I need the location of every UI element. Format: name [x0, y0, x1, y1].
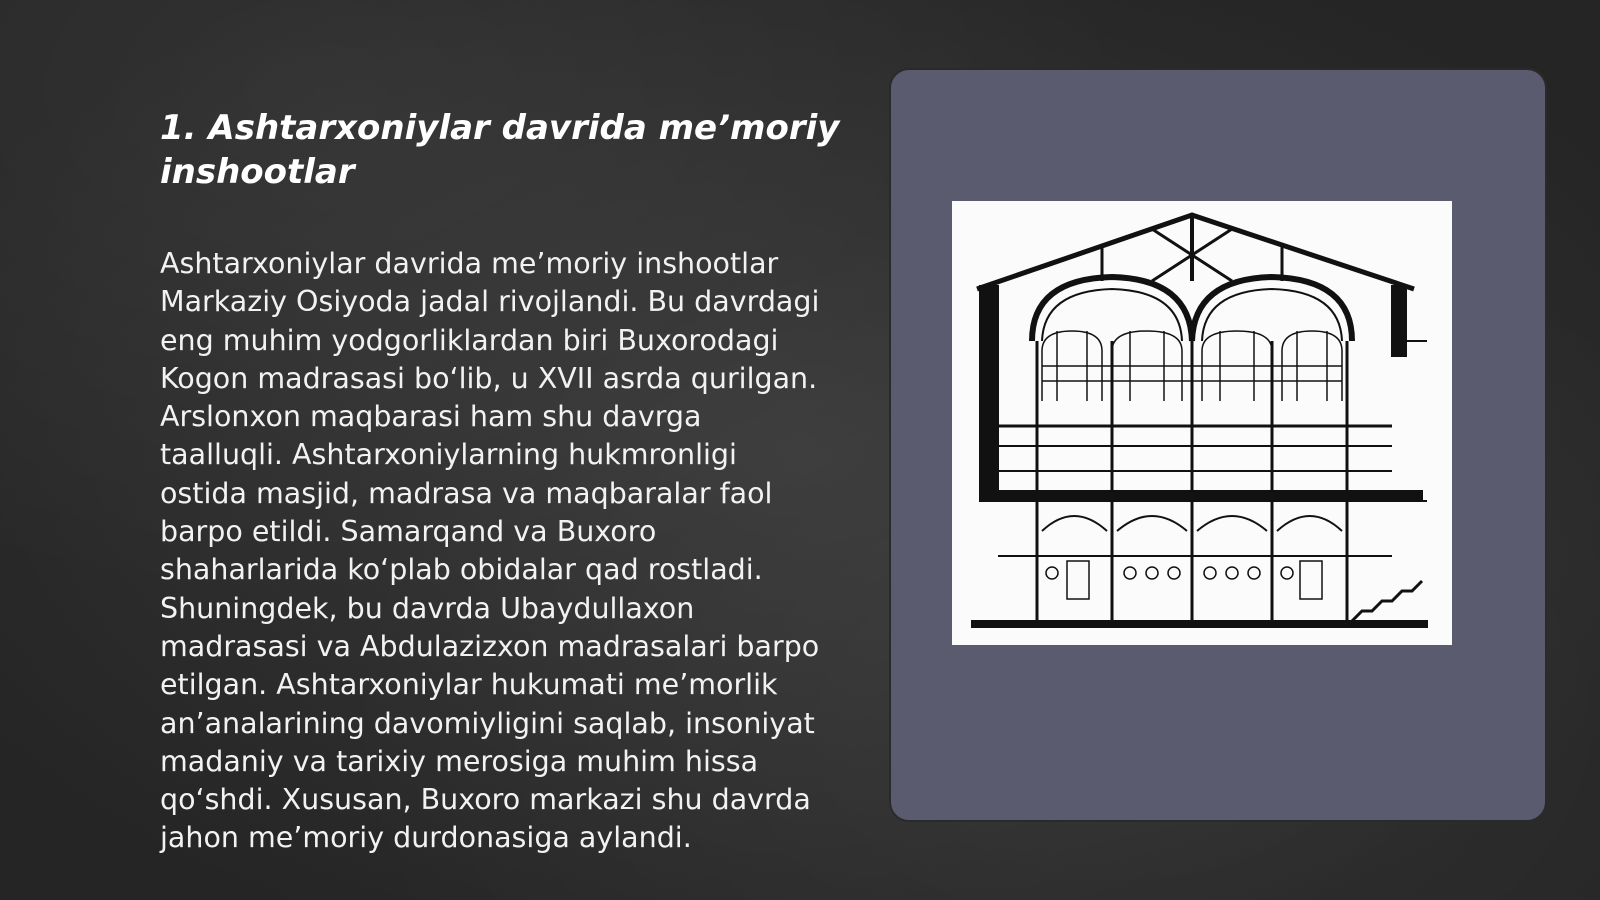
slide-title: 1. Ashtarxoniylar davrida me’moriy inshootlar — [160, 108, 840, 192]
image-panel — [889, 68, 1547, 822]
slide-body-text: Ashtarxoniylar davrida me’moriy inshootlar Markaziy Osiyoda jadal rivojlandi. Bu davrdagi eng muhim yodgorliklardan biri Buxorodagi Kogon madrasasi bo‘lib, u XVII asrda qurilgan. Arslonxon maqbarasi ham shu davrga taalluqli. Ashtarxoniylarning hukmronligi ostida masjid, madrasa va maqbaralar faol barpo etildi. Samarqand va Buxoro shaharlarida ko‘plab obidalar qad rostladi. Shuningdek, bu davrda Ubaydullaxon madrasasi va Abdulazizxon madrasalari barpo etilgan. Ashtarxoniylar hukumati me’morlik an’analarining davomiyligini saqlab, insoniyat madaniy va tarixiy merosiga muhim hissa qo‘shdi. Xususan, Buxoro markazi shu davrda jahon me’moriy durdonasiga aylandi. — [160, 247, 820, 855]
architectural-drawing-icon — [952, 201, 1452, 645]
